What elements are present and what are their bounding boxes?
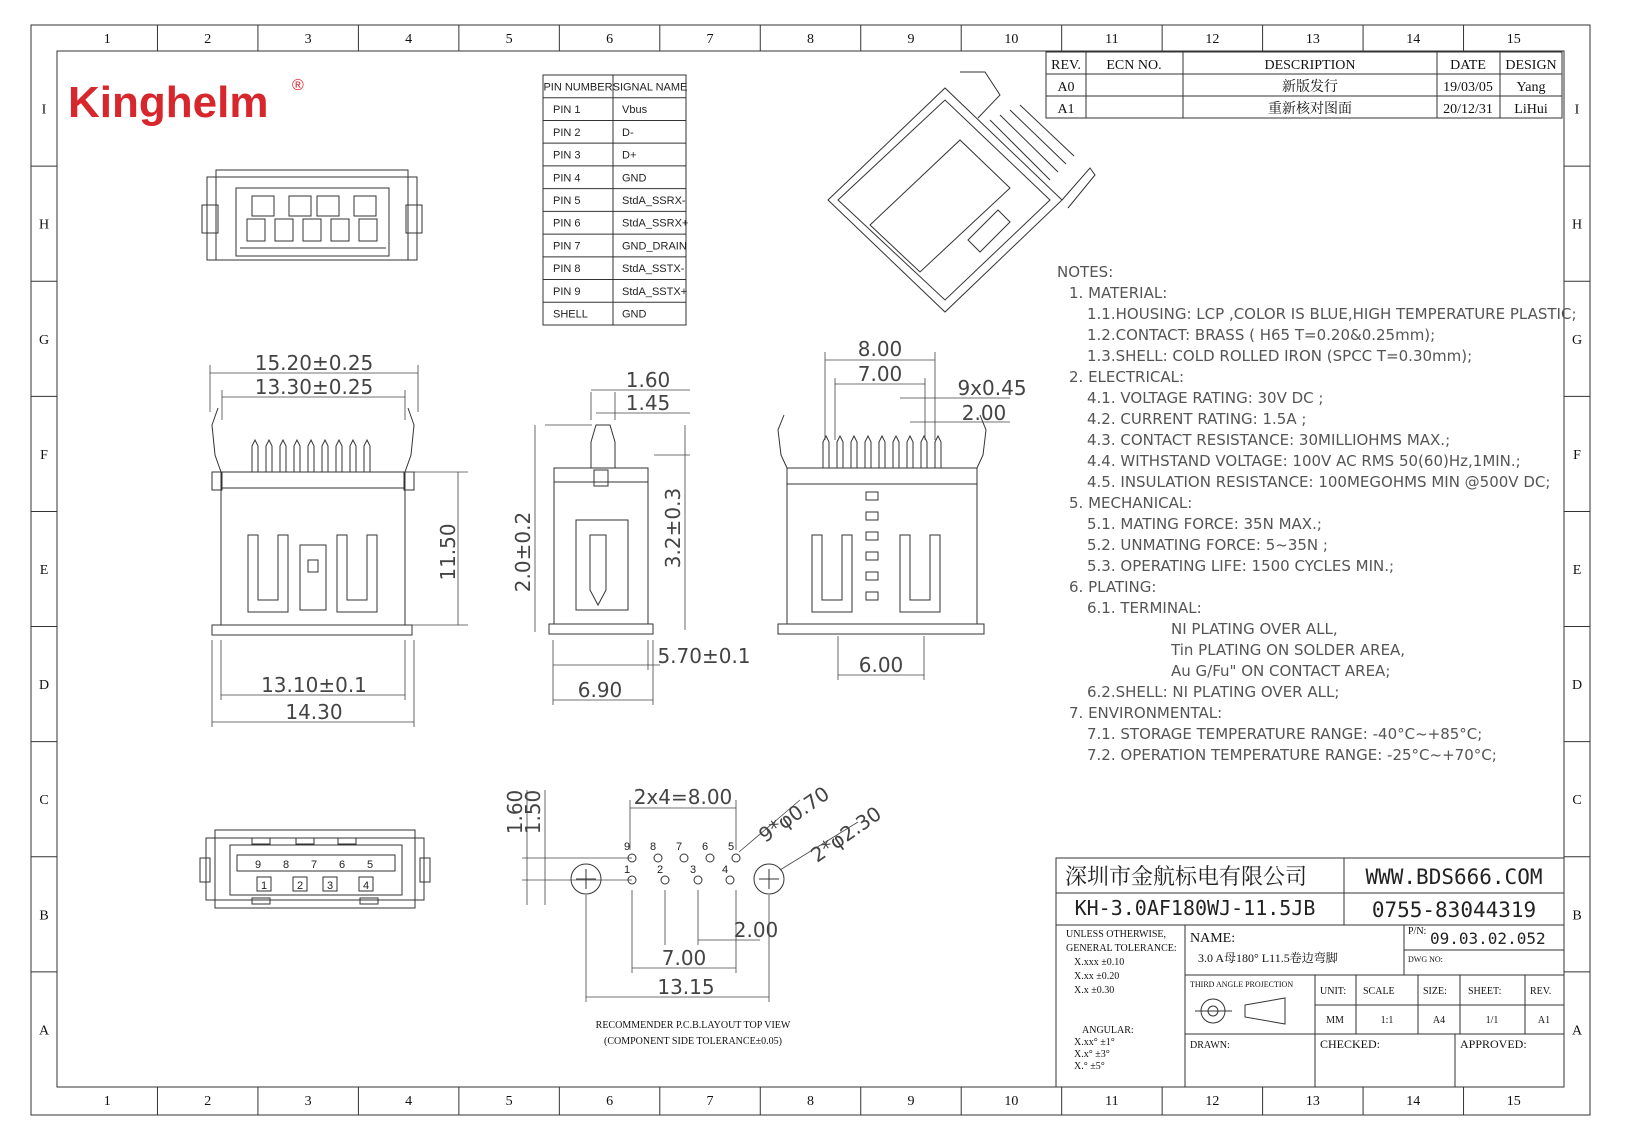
logo-text: Kinghelm (68, 78, 269, 127)
rev-header-design: DESIGN (1505, 58, 1557, 73)
note-line: Tin PLATING ON SOLDER AREA, (1171, 641, 1406, 659)
unit-label: UNIT: (1320, 986, 1347, 997)
grid-row-label: H (38, 217, 50, 233)
dim-rear-bottom: 6.00 (858, 653, 904, 677)
angular-line: X.° ±5° (1074, 1061, 1105, 1072)
note-line: 5.2. UNMATING FORCE: 5~35N ; (1087, 536, 1328, 554)
bottom-view-top-pin: 8 (282, 859, 290, 871)
scale-value: 1:1 (1380, 1015, 1394, 1026)
sheet-label: SHEET: (1468, 986, 1502, 997)
dim-pcb-v2: 1.50 (521, 789, 545, 835)
angular-line: X.x° ±3° (1074, 1049, 1110, 1060)
front-pin (336, 440, 342, 472)
top-view-drawing (202, 170, 422, 260)
grid-row-label: D (1571, 678, 1583, 694)
bottom-view-top-pin: 5 (366, 859, 374, 871)
rear-view-drawing (778, 415, 986, 634)
pcb-hole-bottom (694, 876, 702, 884)
note-line: Au G/Fu" ON CONTACT AREA; (1171, 662, 1391, 680)
pcb-caption-line2: (COMPONENT SIDE TOLERANCE±0.05) (604, 1036, 782, 1047)
dim-pcb-v1: 1.60 (503, 789, 527, 835)
dim-side-b2: 6.90 (577, 678, 623, 702)
grid-col-label: 12 (1205, 1094, 1220, 1109)
grid-col-label: 8 (807, 32, 814, 47)
rear-pin (921, 436, 927, 468)
dim-side-b1: 5.70±0.1 (657, 644, 751, 668)
rev-row2-desc: 重新核对图面 (1268, 102, 1352, 117)
pcb-top-pin-label: 6 (702, 841, 709, 853)
bottom-view-top-pin: 9 (254, 859, 262, 871)
pcb-hole-top (732, 854, 740, 862)
dim-pcb-hole1: 9*φ0.70 (754, 781, 834, 848)
note-line: 5.3. OPERATING LIFE: 1500 CYCLES MIN.; (1087, 557, 1395, 575)
grid-col-label: 13 (1305, 1094, 1320, 1109)
grid-col-label: 6 (606, 1094, 614, 1109)
pcb-caption-line1: RECOMMENDER P.C.B.LAYOUT TOP VIEW (595, 1020, 791, 1031)
unit-value: MM (1326, 1015, 1344, 1026)
front-pin (252, 440, 258, 472)
tolerance-line: UNLESS OTHERWISE, (1066, 929, 1166, 940)
grid-col-label: 1 (103, 32, 111, 47)
pin-row-signal: StdA_SSTX+ (622, 285, 688, 298)
pcb-hole-bottom (661, 876, 669, 884)
bottom-view-drawing (200, 830, 430, 908)
pin-row-signal: StdA_SSRX- (622, 195, 686, 207)
grid-col-label: 11 (1105, 1094, 1119, 1109)
approved-label: APPROVED: (1460, 1037, 1527, 1051)
pin-row-signal: StdA_SSTX- (622, 263, 685, 276)
rev-row1-rev: A0 (1057, 80, 1075, 95)
pin-table (543, 75, 688, 325)
grid-col-label: 8 (807, 1094, 814, 1109)
grid-row-label: F (40, 447, 48, 463)
grid-col-label: 12 (1205, 32, 1220, 47)
pin-row-number: PIN 3 (553, 149, 581, 162)
rev-row2-rev: A1 (1057, 102, 1075, 117)
grid-row-label: H (1571, 217, 1583, 233)
rev-header-rev: REV. (1051, 58, 1081, 73)
dim-front-outer: 15.20±0.25 (254, 351, 374, 375)
front-pin (266, 440, 272, 472)
pcb-hole-top (680, 854, 688, 862)
rear-pin (893, 436, 899, 468)
company-phone: 0755-83044319 (1371, 898, 1537, 922)
rev-label: REV. (1530, 986, 1552, 997)
pn-value: 09.03.02.052 (1430, 929, 1546, 948)
pcb-caption (596, 1020, 791, 1047)
note-line: 5.1. MATING FORCE: 35N MAX.; (1087, 515, 1322, 533)
grid-col-label: 3 (304, 1094, 312, 1109)
dim-front-bottom1: 13.10±0.1 (261, 673, 367, 697)
pcb-top-pin-label: 8 (650, 841, 657, 853)
note-line: 4.3. CONTACT RESISTANCE: 30MILLIOHMS MAX.; (1087, 431, 1451, 449)
company-website: WWW.BDS666.COM (1365, 865, 1543, 889)
dim-rear-top1: 8.00 (857, 337, 903, 361)
bottom-view-bottom-pin: 3 (326, 880, 334, 892)
note-line: NOTES: (1057, 263, 1114, 281)
pcb-bottom-pin-label: 4 (722, 864, 729, 876)
grid-row-label: E (1572, 563, 1582, 578)
pcb-hole-top (706, 854, 714, 862)
revision-table (1046, 52, 1562, 118)
pin-row-number: SHELL (553, 308, 588, 321)
rev-row1-design: Yang (1516, 80, 1546, 95)
pin-row-signal: GND (622, 308, 647, 321)
grid-row-label: I (1574, 102, 1580, 118)
grid-row-label: C (1572, 793, 1582, 809)
grid-col-label: 3 (304, 32, 312, 47)
grid-col-label: 5 (505, 1094, 513, 1109)
dim-side-v2: 3.2±0.3 (661, 487, 685, 569)
size-label: SIZE: (1423, 986, 1447, 997)
grid-col-label: 6 (606, 32, 614, 47)
notes-block (1057, 263, 1577, 764)
rev-header-desc: DESCRIPTION (1264, 58, 1356, 73)
checked-label: CHECKED: (1320, 1037, 1380, 1051)
dim-pcb-b1: 2.00 (733, 918, 779, 942)
rear-pin (879, 436, 885, 468)
dim-rear-pitch: 2.00 (961, 401, 1007, 425)
rev-row2-date: 20/12/31 (1443, 102, 1493, 117)
title-block (1056, 858, 1564, 1087)
grid-row-label: A (38, 1023, 50, 1039)
grid-row-label: E (39, 563, 49, 578)
dim-front-inner: 13.30±0.25 (254, 375, 374, 399)
note-line: 4.5. INSULATION RESISTANCE: 100MEGOHMS MIN @500V DC; (1087, 473, 1551, 491)
pin-row-signal: GND (622, 172, 647, 185)
name-label: NAME: (1190, 931, 1236, 946)
front-pin (350, 440, 356, 472)
drawn-label: DRAWN: (1190, 1040, 1230, 1051)
grid-col-label: 9 (907, 1094, 915, 1109)
grid-row-label: I (41, 102, 47, 118)
dim-side-v1: 2.0±0.2 (511, 511, 535, 593)
bottom-view-bottom-pin: 2 (296, 880, 304, 892)
pcb-layout-drawing (571, 841, 784, 894)
projection-label: THIRD ANGLE PROJECTION (1190, 980, 1294, 989)
note-line: 1.3.SHELL: COLD ROLLED IRON (SPCC T=0.30mm); (1087, 347, 1473, 365)
grid-col-label: 1 (103, 1094, 111, 1109)
rear-pin (935, 436, 941, 468)
dim-front-height: 11.50 (436, 523, 460, 581)
grid-col-label: 4 (405, 32, 413, 47)
rear-pin (865, 436, 871, 468)
grid-row-label: A (1571, 1023, 1583, 1039)
bottom-view-top-pin: 6 (338, 859, 346, 871)
pin-row-signal: Vbus (622, 104, 648, 117)
pin-row-signal: GND_DRAIN (622, 240, 687, 253)
pin-row-number: PIN 1 (553, 104, 581, 117)
rear-pin (823, 436, 829, 468)
note-line: NI PLATING OVER ALL, (1171, 620, 1338, 638)
note-line: 1. MATERIAL: (1069, 284, 1168, 302)
company-name: 深圳市金航标电有限公司 (1065, 864, 1308, 889)
tolerance-line: GENERAL TOLERANCE: (1066, 943, 1177, 954)
pcb-top-pin-label: 9 (624, 841, 631, 853)
dim-rear-top2: 7.00 (857, 362, 903, 386)
note-line: 6.1. TERMINAL: (1087, 599, 1202, 617)
note-line: 4.1. VOLTAGE RATING: 30V DC ; (1087, 389, 1324, 407)
pcb-hole-top (654, 854, 662, 862)
grid-row-label: C (39, 793, 49, 809)
scale-label: SCALE (1363, 986, 1395, 997)
grid-col-label: 14 (1406, 32, 1421, 47)
note-line: 6. PLATING: (1069, 578, 1157, 596)
tolerance-line: X.xxx ±0.10 (1074, 957, 1125, 968)
pin-header-signal: SIGNAL NAME (612, 81, 688, 94)
note-line: 4.4. WITHSTAND VOLTAGE: 100V AC RMS 50(60)Hz,1MIN.; (1087, 452, 1521, 470)
grid-col-label: 9 (907, 32, 915, 47)
dim-front-bottom2: 14.30 (285, 700, 343, 724)
isometric-view-drawing (828, 72, 1095, 312)
bottom-view-bottom-pin: 1 (260, 880, 268, 892)
note-line: 7. ENVIRONMENTAL: (1069, 704, 1223, 722)
pin-row-number: PIN 8 (553, 263, 581, 276)
pin-row-signal: D- (622, 126, 634, 139)
pin-row-number: PIN 7 (553, 240, 581, 253)
sheet-value: 1/1 (1485, 1015, 1499, 1026)
dwg-label: DWG NO: (1408, 955, 1443, 964)
pcb-top-pin-label: 7 (676, 841, 683, 853)
rev-value: A1 (1537, 1015, 1551, 1026)
tolerance-line: X.xx ±0.20 (1074, 971, 1120, 982)
grid-row-label: B (39, 908, 49, 924)
front-pin (280, 440, 286, 472)
pin-row-number: PIN 5 (553, 195, 581, 207)
grid-col-label: 7 (706, 1094, 714, 1109)
bottom-view-bottom-pin: 4 (362, 880, 370, 892)
note-line: 5. MECHANICAL: (1069, 494, 1193, 512)
note-line: 1.2.CONTACT: BRASS ( H65 T=0.20&0.25mm); (1087, 326, 1436, 344)
dim-rear-pins: 9x0.45 (957, 376, 1027, 400)
rev-row2-design: LiHui (1514, 102, 1548, 117)
projection-symbol-icon (1195, 998, 1285, 1024)
grid-col-label: 15 (1506, 1094, 1521, 1109)
grid-col-label: 13 (1305, 32, 1320, 47)
size-value: A4 (1432, 1015, 1446, 1026)
rear-pin (851, 436, 857, 468)
pcb-bottom-pin-label: 1 (624, 864, 631, 876)
rev-row1-date: 19/03/05 (1443, 80, 1493, 95)
dim-side-top1: 1.60 (625, 368, 671, 392)
grid-row-label: G (1571, 332, 1583, 348)
dim-pcb-pitch: 2x4=8.00 (633, 785, 733, 809)
note-line: 7.1. STORAGE TEMPERATURE RANGE: -40°C~+85°C; (1087, 725, 1483, 743)
dim-side-top2: 1.45 (625, 391, 671, 415)
grid-col-label: 2 (204, 1094, 212, 1109)
rev-header-ecn: ECN NO. (1106, 58, 1162, 73)
front-pin (308, 440, 314, 472)
grid-col-label: 14 (1406, 1094, 1421, 1109)
dim-pcb-b3: 13.15 (657, 975, 715, 999)
pin-row-number: PIN 4 (553, 172, 581, 185)
grid-row-label: D (38, 678, 50, 694)
rear-pin (907, 436, 913, 468)
grid-row-label: B (1572, 908, 1582, 924)
side-view-drawing (549, 425, 653, 634)
pin-row-signal: StdA_SSRX+ (622, 217, 689, 230)
pcb-bottom-pin-label: 2 (657, 864, 664, 876)
pn-label: P/N: (1408, 926, 1427, 937)
grid-row-label: F (1573, 447, 1581, 463)
rev-header-date: DATE (1450, 58, 1486, 73)
pin-row-signal: D+ (622, 149, 637, 162)
pin-header-number: PIN NUMBER (543, 81, 613, 94)
grid-col-label: 5 (505, 32, 513, 47)
note-line: 4.2. CURRENT RATING: 1.5A ; (1087, 410, 1307, 428)
logo-registered-mark: ® (292, 77, 304, 94)
angular-line: ANGULAR: (1082, 1025, 1134, 1036)
kinghelm-logo (68, 77, 304, 127)
pcb-hole-bottom (726, 876, 734, 884)
rear-pin (837, 436, 843, 468)
front-pin (294, 440, 300, 472)
grid-row-label: G (38, 332, 50, 348)
grid-col-label: 7 (706, 32, 714, 47)
angular-line: X.xx° ±1° (1074, 1037, 1115, 1048)
grid-col-label: 11 (1105, 32, 1119, 47)
grid-col-label: 10 (1004, 1094, 1019, 1109)
tolerance-line: X.x ±0.30 (1074, 985, 1115, 996)
pin-row-number: PIN 2 (553, 126, 581, 139)
dim-pcb-b2: 7.00 (661, 946, 707, 970)
front-view-drawing (212, 408, 414, 635)
note-line: 7.2. OPERATION TEMPERATURE RANGE: -25°C~+70°C; (1087, 746, 1497, 764)
grid-col-label: 15 (1506, 32, 1521, 47)
front-pin (364, 440, 370, 472)
pin-row-number: PIN 9 (553, 285, 581, 298)
bottom-view-top-pin: 7 (310, 859, 318, 871)
part-number: KH-3.0AF180WJ-11.5JB (1074, 896, 1316, 920)
grid-col-label: 10 (1004, 32, 1019, 47)
note-line: 2. ELECTRICAL: (1069, 368, 1185, 386)
rev-row1-desc: 新版发行 (1282, 80, 1338, 95)
dim-pcb-hole2: 2*φ2.30 (806, 801, 886, 868)
pcb-top-pin-label: 5 (728, 841, 735, 853)
pcb-bottom-pin-label: 3 (690, 864, 697, 876)
name-value: 3.0 A母180° L11.5卷边弯脚 (1198, 951, 1338, 965)
grid-col-label: 4 (405, 1094, 413, 1109)
note-line: 1.1.HOUSING: LCP ,COLOR IS BLUE,HIGH TEMPERATURE PLASTIC; (1087, 305, 1577, 323)
note-line: 6.2.SHELL: NI PLATING OVER ALL; (1087, 683, 1340, 701)
front-pin (322, 440, 328, 472)
grid-col-label: 2 (204, 32, 212, 47)
pin-row-number: PIN 6 (553, 217, 581, 230)
